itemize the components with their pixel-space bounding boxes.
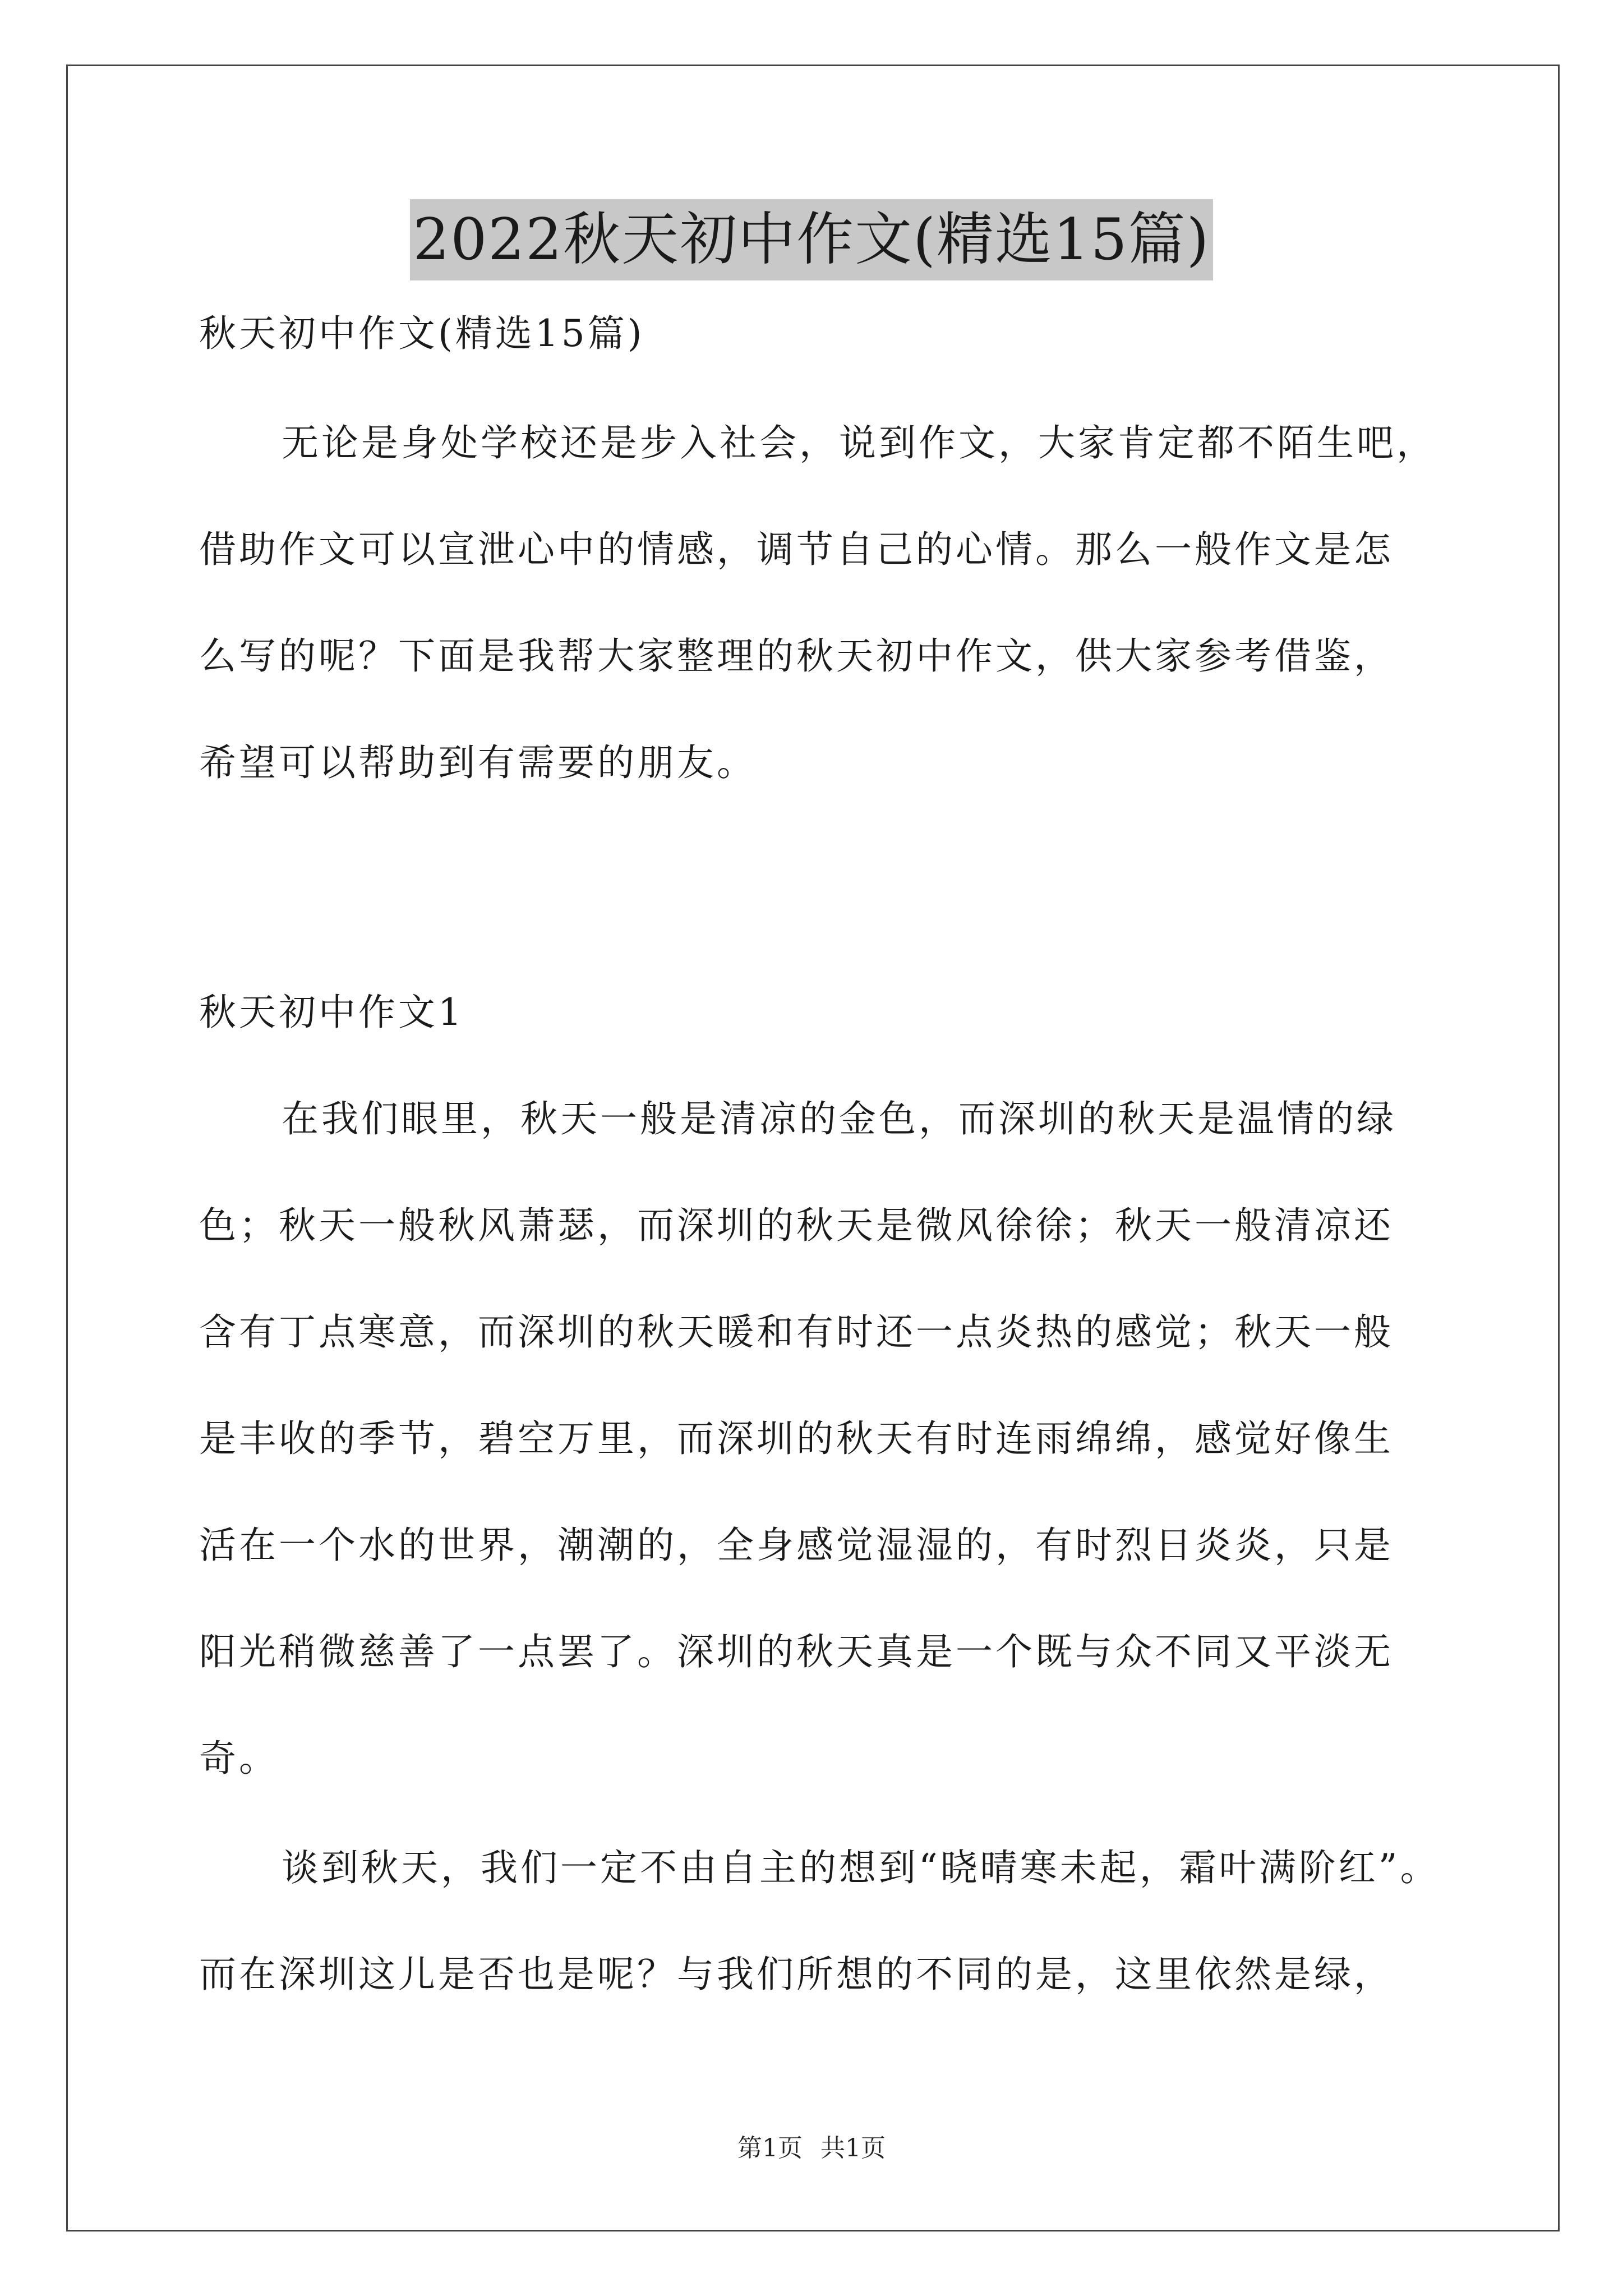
para1-line-5: 活在一个水的世界，潮潮的，全身感觉湿湿的，有时烈日炎炎，只是 [199, 1524, 1394, 1567]
page-total: 共1页 [820, 2134, 886, 2162]
intro-line-2: 借助作文可以宣泄心中的情感，调节自己的心情。那么一般作文是怎 [199, 528, 1394, 571]
para2-line-1: 谈到秋天，我们一定不由自主的想到“晓晴寒未起，霜叶满阶红”。 [282, 1846, 1440, 1889]
section-heading: 秋天初中作文1 [199, 991, 464, 1034]
para1-line-4: 是丰收的季节，碧空万里，而深圳的秋天有时连雨绵绵，感觉好像生 [199, 1417, 1394, 1460]
intro-line-3: 么写的呢？下面是我帮大家整理的秋天初中作文，供大家参考借鉴， [199, 634, 1394, 678]
para1-line-6: 阳光稍微慈善了一点罢了。深圳的秋天真是一个既与众不同又平淡无 [199, 1630, 1394, 1673]
para1-line-7: 奇。 [199, 1737, 279, 1780]
document-subtitle: 秋天初中作文(精选15篇) [199, 312, 645, 355]
intro-line-1: 无论是身处学校还是步入社会，说到作文，大家肯定都不陌生吧， [282, 421, 1436, 464]
para2-line-2: 而在深圳这儿是否也是呢？与我们所想的不同的是，这里依然是绿， [199, 1953, 1394, 1996]
page-footer [0, 2132, 1623, 2165]
page-border [66, 65, 1560, 2231]
document-title: 2022秋天初中作文(精选15篇) [410, 199, 1214, 280]
para1-line-3: 含有丁点寒意，而深圳的秋天暖和有时还一点炎热的感觉；秋天一般 [199, 1310, 1394, 1354]
title-container [0, 199, 1623, 280]
para1-line-2: 色；秋天一般秋风萧瑟，而深圳的秋天是微风徐徐；秋天一般清凉还 [199, 1204, 1394, 1247]
page-number: 第1页 [737, 2134, 803, 2162]
intro-line-4: 希望可以帮助到有需要的朋友。 [199, 741, 757, 784]
para1-line-1: 在我们眼里，秋天一般是清凉的金色，而深圳的秋天是温情的绿 [282, 1097, 1396, 1140]
